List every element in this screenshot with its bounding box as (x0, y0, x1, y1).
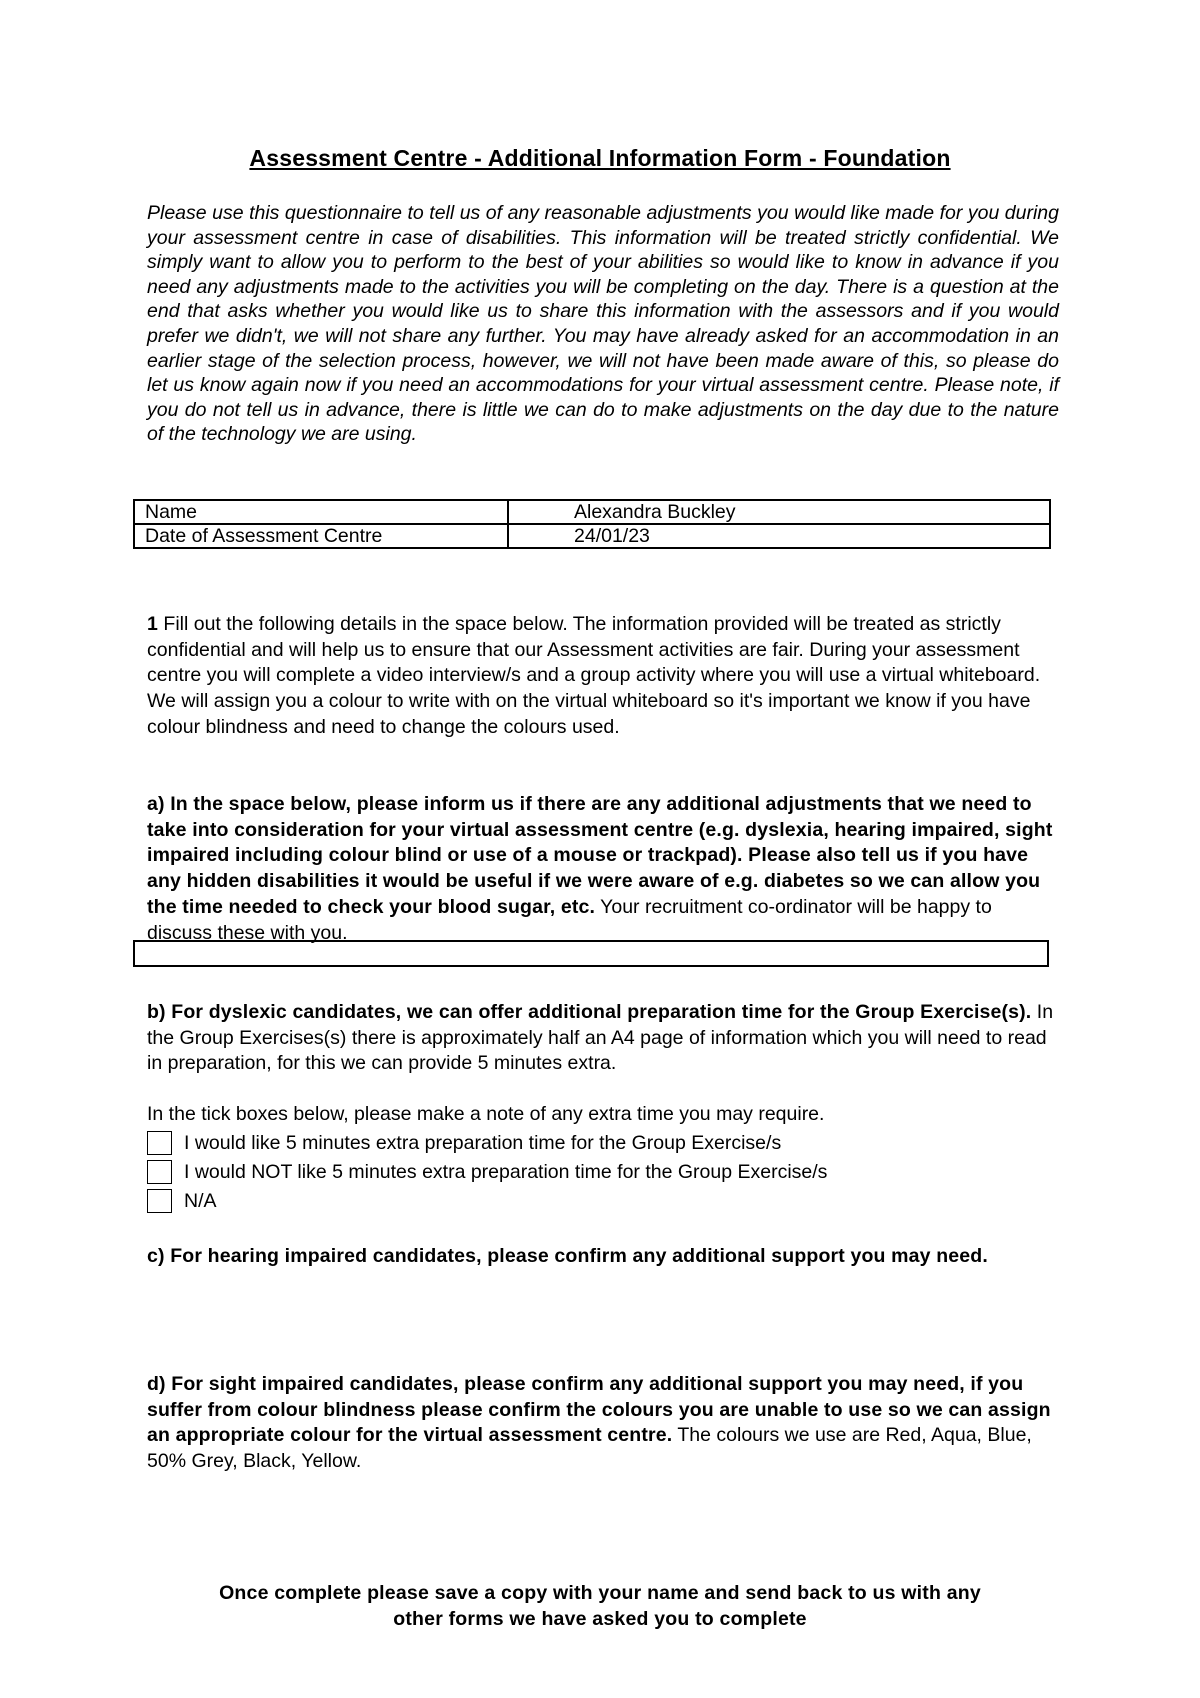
question-b (147, 1000, 1059, 1077)
name-label: Name (134, 500, 508, 524)
form-title: Assessment Centre - Additional Information Form - Foundation (249, 145, 951, 171)
footer-line-1: Once complete please save a copy with your name and send back to us with any (219, 1582, 981, 1604)
tick-option-label: N/A (184, 1189, 217, 1212)
question-a-answer-field[interactable] (133, 940, 1049, 967)
tick-option-extra-time (147, 1130, 781, 1156)
name-field[interactable]: Alexandra Buckley (508, 500, 1050, 524)
tick-option-label: I would NOT like 5 minutes extra preparation time for the Group Exercise/s (184, 1160, 828, 1183)
table-row (134, 500, 1050, 524)
question-a-bold: a) In the space below, please inform us if there are any additional adjustments that we need to take into consideration for your virtual assessment centre (e.g. dyslexia, hearing impaired, sight impaired including colour blind or use of a mouse or trackpad). Please also tell us if you have any hidden disabilities it would be useful if we were aware of e.g. diabetes so we can allow you the time needed to check your blood sugar, etc. (147, 793, 1053, 918)
tick-option-label: I would like 5 minutes extra preparation time for the Group Exercise/s (184, 1131, 782, 1154)
checkbox-na[interactable] (147, 1189, 172, 1213)
details-table (133, 499, 1051, 549)
footer-line-2: other forms we have asked you to complete (393, 1608, 807, 1630)
footer-instruction (134, 1580, 1066, 1632)
question-d-bold: d) For sight impaired candidates, please confirm any additional support you may need, if you suffer from colour blindness please confirm the colours you are unable to use so we can assign an appropriate colour for the virtual assessment centre. (147, 1373, 1051, 1447)
table-row (134, 524, 1050, 548)
tick-option-no-extra-time (147, 1159, 827, 1185)
question-c (147, 1244, 1059, 1270)
checkbox-no-extra-time[interactable] (147, 1160, 172, 1184)
question-1 (147, 612, 1059, 741)
intro-paragraph: Please use this questionnaire to tell us of any reasonable adjustments you would like made for you during your assessment centre in case of disabilities. This information will be treated strictly confidential. We simply want to allow you to perform to the best of your abilities so would like to know in advance if you need any adjustments made to the activities you will be completing on the day. There is a question at the end that asks whether you would like us to share this information with the assessors and if you would prefer we didn't, we will not share any further. You may have already asked for an accommodation in an earlier stage of the selection process, however, we will not have been made aware of this, so please do let us know again now if you need an accommodations for your virtual assessment centre. Please note, if you do not tell us in advance, there is little we can do to make adjustments on the day due to the nature of the technology we are using. (147, 202, 1059, 446)
checkbox-extra-time[interactable] (147, 1131, 172, 1155)
question-d-normal: The colours we use are Red, Aqua, Blue, 50% Grey, Black, Yellow. (147, 1424, 1032, 1473)
question-b-bold: b) For dyslexic candidates, we can offer additional preparation time for the Group Exercise(s). (147, 1001, 1032, 1023)
question-c-bold: c) For hearing impaired candidates, please confirm any additional support you may need. (147, 1245, 988, 1267)
question-d (147, 1372, 1059, 1475)
tick-option-na (147, 1188, 217, 1214)
question-a (147, 792, 1059, 946)
question-1-number: 1 (147, 613, 158, 635)
date-label: Date of Assessment Centre (134, 524, 508, 548)
date-field[interactable]: 24/01/23 (508, 524, 1050, 548)
question-1-text: Fill out the following details in the space below. The information provided will be treated as strictly confidential and will help us to ensure that our Assessment activities are fair. During your assessment centre you will complete a video interview/s and a group activity where you will use a virtual whiteboard. We will assign you a colour to write with on the virtual whiteboard so it's important we know if you have colour blindness and need to change the colours used. (147, 613, 1041, 738)
question-a-normal: Your recruitment co-ordinator will be happy to discuss these with you. (147, 895, 992, 944)
question-b-normal: In the Group Exercises(s) there is approximately half an A4 page of information which you will need to read in preparation, for this we can provide 5 minutes extra. (147, 1001, 1054, 1075)
tick-intro: In the tick boxes below, please make a note of any extra time you may require. (147, 1103, 825, 1125)
